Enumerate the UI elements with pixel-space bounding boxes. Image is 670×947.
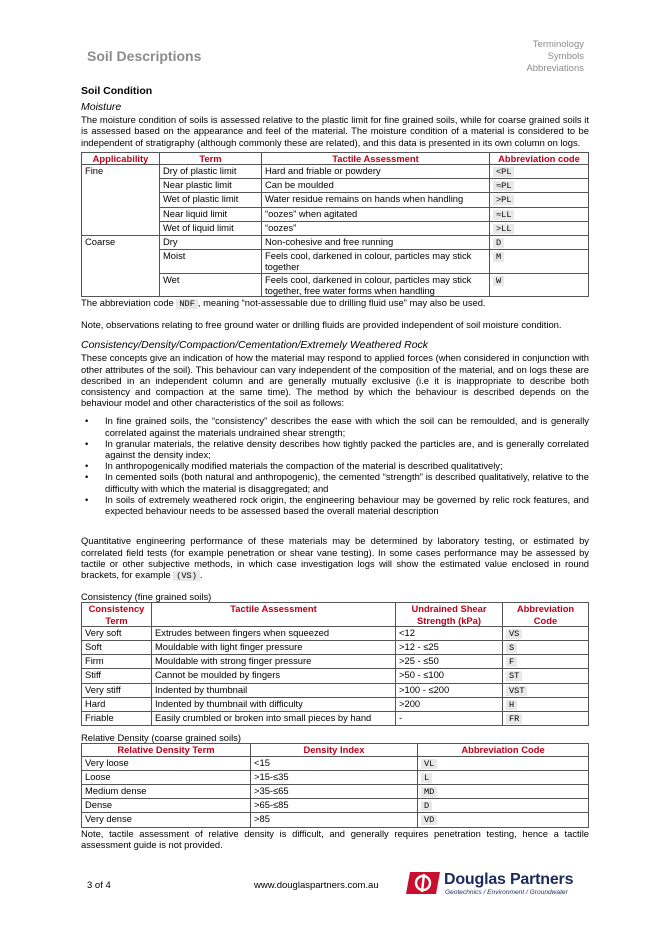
abbrev-cell: [503, 669, 589, 683]
abbrev-code: VST: [506, 686, 527, 696]
term-cell: Hard: [82, 697, 152, 711]
table-row: [82, 236, 589, 250]
abbrev-cell: [418, 770, 589, 784]
list-item: • In cemented soils (both natural and anthropogenic), the cemented “strength” is described qualitatively, relative to the difficulty with which the material is disaggregated; and: [81, 471, 589, 493]
abbrev-cell: [490, 165, 589, 179]
strength-cell: >25 - ≤50: [396, 655, 503, 669]
moisture-col-abbreviation: Abbreviation code: [490, 152, 589, 164]
abbrev-cell: [490, 250, 589, 273]
page-number: 3 of 4: [87, 880, 111, 891]
abbrev-cell: [503, 655, 589, 669]
tactile-cell: Cannot be moulded by fingers: [152, 669, 396, 683]
term-cell: Wet of liquid limit: [160, 221, 262, 235]
strength-cell: <12: [396, 626, 503, 640]
table-row: [82, 711, 589, 725]
list-item: • In fine grained soils, the “consistency” describes the ease with which the soil can be remoulded, and is generally correlated against the materials undrained shear strength;: [81, 415, 589, 437]
term-cell: Wet of plastic limit: [160, 193, 262, 207]
abbrev-code: VD: [421, 815, 437, 825]
moisture-table: [81, 152, 589, 297]
fine-table: [81, 602, 589, 726]
term-cell: Moist: [160, 250, 262, 273]
term-cell: Very loose: [82, 756, 251, 770]
quantitative-paragraph: [81, 535, 589, 582]
moisture-heading: Moisture: [81, 101, 122, 114]
abbrev-code: <PL: [493, 167, 514, 177]
header-nav: [526, 39, 584, 75]
tactile-cell: Indented by thumbnail: [152, 683, 396, 697]
abbrev-code: VS: [506, 629, 522, 639]
tactile-cell: Extrudes between fingers when squeezed: [152, 626, 396, 640]
abbrev-cell: [490, 273, 589, 296]
coarse-table-header: [82, 744, 589, 756]
fine-col-abbreviation: Abbreviation Code: [503, 603, 589, 626]
term-cell: Wet: [160, 273, 262, 296]
abbrev-cell: [490, 236, 589, 250]
section-title: Soil Condition: [81, 85, 153, 97]
index-cell: >35-≤65: [251, 784, 418, 798]
abbreviation-note-post: , meaning “not-assessable due to drilling fluid use” may also be used.: [197, 297, 486, 309]
header-nav-terminology: Terminology: [532, 39, 584, 50]
index-cell: >15-≤35: [251, 770, 418, 784]
abbrev-cell: [418, 813, 589, 827]
footer-url[interactable]: www.douglaspartners.com.au: [254, 880, 379, 891]
tactile-cell: “oozes” when agitated: [262, 207, 490, 221]
term-cell: Stiff: [82, 669, 152, 683]
table-row: [82, 640, 589, 654]
logo-name: Douglas Partners: [444, 871, 574, 888]
consistency-heading: Consistency/Density/Compaction/Cementation/Extremely Weathered Rock: [81, 339, 429, 352]
tactile-cell: Hard and friable or powdery: [262, 165, 490, 179]
index-cell: >65-≤85: [251, 799, 418, 813]
tactile-cell: Feels cool, darkened in colour, particles may stick together: [262, 250, 490, 273]
quantitative-text: Quantitative engineering performance of these materials may be determined by laboratory testing, or estimated by correlated field tests (for example penetration or shear vane testing). In some cases performance may be assessed by tactile or other subjective methods, in which case investigation logs will show the estimated value enclosed in round brackets, for example: [81, 535, 589, 580]
header-nav-symbols: Symbols: [547, 51, 584, 62]
list-item: • In anthropogenically modified materials the compaction of the material is described qualitatively;: [81, 460, 589, 471]
table-row: [82, 756, 589, 770]
term-cell: Friable: [82, 711, 152, 725]
coarse-col-index: Density Index: [251, 744, 418, 756]
abbrev-cell: [503, 711, 589, 725]
list-item: • In granular materials, the relative density describes how tightly packed the particles are, and is generally correlated against the density index;: [81, 438, 589, 460]
abbrev-code: ≈PL: [493, 181, 514, 191]
tactile-cell: Feels cool, darkened in colour, particles may stick together, free water forms when handling: [262, 273, 490, 296]
abbrev-code: D: [421, 801, 432, 811]
abbrev-cell: [503, 697, 589, 711]
abbrev-cell: [418, 784, 589, 798]
table-row: [82, 683, 589, 697]
tactile-cell: Easily crumbled or broken into small pieces by hand: [152, 711, 396, 725]
index-cell: <15: [251, 756, 418, 770]
tactile-cell: Non-cohesive and free running: [262, 236, 490, 250]
table-row: [82, 697, 589, 711]
abbrev-cell: [503, 683, 589, 697]
term-cell: Dry of plastic limit: [160, 165, 262, 179]
abbrev-code: W: [493, 276, 504, 286]
moisture-table-header: [82, 152, 589, 164]
applicability-cell: Fine: [82, 165, 160, 236]
abbrev-cell: [418, 756, 589, 770]
table-row: [82, 655, 589, 669]
quantitative-post: .: [199, 568, 203, 580]
strength-cell: >100 - ≤200: [396, 683, 503, 697]
abbrev-code: D: [493, 238, 504, 248]
coarse-col-abbreviation: Abbreviation Code: [418, 744, 589, 756]
term-cell: Loose: [82, 770, 251, 784]
term-cell: Very dense: [82, 813, 251, 827]
tactile-cell: Water residue remains on hands when handling: [262, 193, 490, 207]
fine-col-tactile: Tactile Assessment: [152, 603, 396, 626]
applicability-cell: Coarse: [82, 236, 160, 297]
abbrev-code: VL: [421, 759, 437, 769]
ndf-code: NDF: [176, 299, 197, 309]
fine-table-header: [82, 603, 589, 626]
abbrev-code: H: [506, 700, 517, 710]
moisture-note: Note, observations relating to free ground water or drilling fluids are provided independent of soil moisture condition.: [81, 319, 562, 331]
abbrev-code: FR: [506, 714, 522, 724]
abbreviation-note-pre: The abbreviation code: [81, 297, 174, 309]
logo-tagline: Geotechnics / Environment / Groundwater: [445, 889, 568, 896]
table-row: [82, 799, 589, 813]
table-row: [82, 165, 589, 179]
abbrev-cell: [490, 207, 589, 221]
coarse-table: [81, 743, 589, 827]
fine-col-term: Consistency Term: [82, 603, 152, 626]
list-item: • In soils of extremely weathered rock origin, the engineering behaviour may be governed by relic rock features, and expected behaviour needs to be assessed based the overall material description: [81, 494, 589, 516]
strength-cell: -: [396, 711, 503, 725]
tactile-cell: Mouldable with light finger pressure: [152, 640, 396, 654]
abbrev-cell: [490, 221, 589, 235]
consistency-bullets: [81, 415, 589, 516]
abbrev-code: L: [421, 773, 432, 783]
vs-code: (VS): [173, 571, 200, 581]
abbrev-cell: [503, 626, 589, 640]
strength-cell: >12 - ≤25: [396, 640, 503, 654]
term-cell: Near plastic limit: [160, 179, 262, 193]
abbrev-cell: [418, 799, 589, 813]
table-row: [82, 626, 589, 640]
table-row: [82, 784, 589, 798]
coarse-note: Note, tactile assessment of relative density is difficult, and generally requires penetration testing, hence a tactile assessment guide is not provided.: [81, 827, 589, 850]
abbrev-code: F: [506, 657, 517, 667]
abbrev-code: ST: [506, 671, 522, 681]
index-cell: >85: [251, 813, 418, 827]
abbrev-code: >PL: [493, 195, 514, 205]
tactile-cell: Mouldable with strong finger pressure: [152, 655, 396, 669]
abbrev-cell: [503, 640, 589, 654]
abbrev-cell: [490, 179, 589, 193]
term-cell: Dry: [160, 236, 262, 250]
term-cell: Very stiff: [82, 683, 152, 697]
term-cell: Medium dense: [82, 784, 251, 798]
term-cell: Dense: [82, 799, 251, 813]
moisture-col-term: Term: [160, 152, 262, 164]
table-row: [82, 770, 589, 784]
tactile-cell: “oozes”: [262, 221, 490, 235]
logo-mark-icon: [406, 872, 440, 894]
fine-table-caption: Consistency (fine grained soils): [81, 591, 212, 603]
strength-cell: >50 - ≤100: [396, 669, 503, 683]
term-cell: Soft: [82, 640, 152, 654]
abbrev-cell: [490, 193, 589, 207]
page-title: Soil Descriptions: [87, 48, 202, 64]
term-cell: Near liquid limit: [160, 207, 262, 221]
fine-col-strength: Undrained Shear Strength (kPa): [396, 603, 503, 626]
tactile-cell: Indented by thumbnail with difficulty: [152, 697, 396, 711]
abbrev-code: ≈LL: [493, 210, 514, 220]
moisture-intro: The moisture condition of soils is assessed relative to the plastic limit for fine grained soils, while for coarse grained soils it is assessed based on the appearance and feel of the material. The moisture condition of a material is considered to be independent of stratigraphy (although commonly these are related), and this data is presented in its own column on logs.: [81, 114, 589, 148]
term-cell: Firm: [82, 655, 152, 669]
strength-cell: >200: [396, 697, 503, 711]
abbrev-code: M: [493, 252, 504, 262]
term-cell: Very soft: [82, 626, 152, 640]
abbrev-code: >LL: [493, 224, 514, 234]
document-body: [81, 86, 589, 850]
table-row: [82, 669, 589, 683]
coarse-col-term: Relative Density Term: [82, 744, 251, 756]
abbrev-code: MD: [421, 787, 437, 797]
tactile-cell: Can be moulded: [262, 179, 490, 193]
moisture-col-applicability: Applicability: [82, 152, 160, 164]
table-row: [82, 813, 589, 827]
abbrev-code: S: [506, 643, 517, 653]
moisture-col-tactile: Tactile Assessment: [262, 152, 490, 164]
coarse-table-caption: Relative Density (coarse grained soils): [81, 732, 241, 744]
abbreviation-note: [81, 297, 589, 310]
header-nav-abbreviations: Abbreviations: [526, 63, 584, 74]
company-logo: [406, 870, 588, 898]
consistency-intro: These concepts give an indication of how the material may respond to applied forces (when considered in conjunction with other attributes of the soil). This behaviour can vary independent of the composition of the material, and on logs these are described in an independent column and are generally mutually exclusive (i.e it is inappropriate to describe both consistency and compaction at the same time). The method by which the behaviour is described depends on the behaviour model and other characteristics of the soil as follows:: [81, 352, 589, 409]
